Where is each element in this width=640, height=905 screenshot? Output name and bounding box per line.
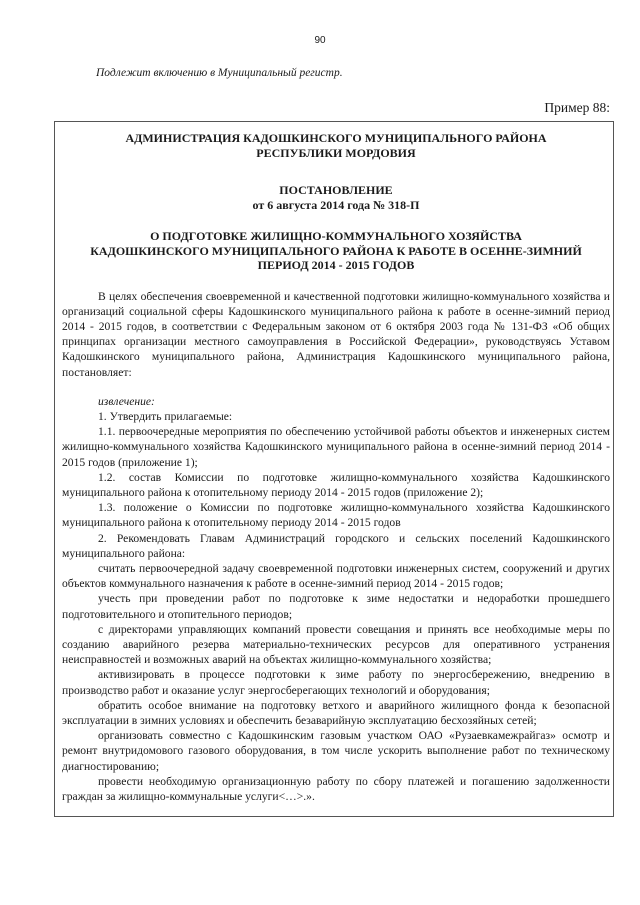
- decree-title: [62, 183, 610, 212]
- subject-title: [62, 229, 610, 273]
- preamble-paragraph: В целях обеспечения своевременной и качественной подготовки жилищно-коммунального хозяйства и организаций социальной сферы Кадошкинского муниципального района к работе в осенне-зимний период 2014 - 2015 годов, в соответствии с Федеральным законом от 6 октября 2003 года № 131-ФЗ «Об общих принципах организации местного самоуправления в Российской Федерации», руководствуясь Уставом Кадошкинского муниципального района, Администрация Кадошкинского муниципального района, постановляет:: [62, 289, 610, 379]
- decree-item: считать первоочередной задачу своевременной подготовки инженерных систем, сооружений и других объектов коммунального назначения к работе в осенне-зимний период 2014 - 2015 годов;: [62, 561, 610, 591]
- decree-item: обратить особое внимание на подготовку ветхого и аварийного жилищного фонда к безопасной эксплуатации в зимних условиях и обеспечить безаварийную эксплуатацию бесхозяйных сетей;: [62, 698, 610, 727]
- decree-item: 1.2. состав Комиссии по подготовке жилищно-коммунального хозяйства Кадошкинского муниципального района к отопительному периоду 2014 - 2015 годов (приложение 2);: [62, 470, 610, 499]
- decree-item: организовать совместно с Кадошкинским газовым участком ОАО «Рузаевкамежрайгаз» осмотр и ремонт внутридомового газового оборудования, в том числе ускорить выполнение работ по техническому диагностированию;: [62, 729, 610, 773]
- document-content: [62, 131, 610, 804]
- decree-items: [62, 409, 610, 804]
- decree-item: с директорами управляющих компаний провести совещания и принять все необходимые меры по созданию аварийного резерва материально-технических ресурсов для оперативного устранения неисправностей и возможных аварий на объектах жилищно-коммунального хозяйства;: [62, 622, 610, 667]
- page-number: 90: [314, 35, 326, 46]
- org-title-line-1: АДМИНИСТРАЦИЯ КАДОШКИНСКОГО МУНИЦИПАЛЬНОГО РАЙОНА: [125, 131, 547, 145]
- decree-item: активизировать в процессе подготовки к зиме работу по энергосбережению, внедрению в производство работ и оказание услуг энергосберегающих технологий и оборудования;: [62, 668, 610, 697]
- org-title-line-2: РЕСПУБЛИКИ МОРДОВИЯ: [256, 145, 416, 160]
- subject-line-2: КАДОШКИНСКОГО МУНИЦИПАЛЬНОГО РАЙОНА К РАБОТЕ В ОСЕННЕ-ЗИМНИЙ: [90, 243, 582, 258]
- org-title: [62, 131, 610, 160]
- decree-item: 1.3. положение о Комиссии по подготовке жилищно-коммунального хозяйства Кадошкинского муниципального района к отопительному периоду 2014 - 2015 годов: [62, 501, 610, 530]
- decree-date-number: от 6 августа 2014 года № 318-П: [252, 197, 420, 212]
- example-label: Пример 88:: [544, 100, 610, 115]
- decree-item: учесть при проведении работ по подготовке к зиме недостатки и недоработки прошедшего подготовительного и отопительного периодов;: [62, 592, 610, 621]
- subject-line-3: ПЕРИОД 2014 - 2015 ГОДОВ: [257, 258, 415, 272]
- subject-line-1: О ПОДГОТОВКЕ ЖИЛИЩНО-КОММУНАЛЬНОГО ХОЗЯЙСТВА: [150, 229, 522, 243]
- decree-item: провести необходимую организационную работу по сбору платежей и погашению задолженности граждан за жилищно-коммунальные услуги<…>.».: [62, 774, 610, 803]
- decree-item: 1. Утвердить прилагаемые:: [98, 409, 233, 423]
- decree-type: ПОСТАНОВЛЕНИЕ: [279, 183, 393, 197]
- decree-item: 2. Рекомендовать Главам Администраций городского и сельских поселений Кадошкинского муниципального района:: [62, 531, 610, 560]
- extract-label: извлечение:: [98, 394, 155, 408]
- document-header: [62, 131, 610, 273]
- registry-note: Подлежит включению в Муниципальный регистр.: [96, 67, 343, 79]
- decree-item: 1.1. первоочередные мероприятия по обеспечению устойчивой работы объектов и инженерных систем жилищно-коммунального хозяйства Кадошкинского муниципального района в осенне-зимний период 2014 - 2015 годов (приложение 1);: [62, 425, 610, 469]
